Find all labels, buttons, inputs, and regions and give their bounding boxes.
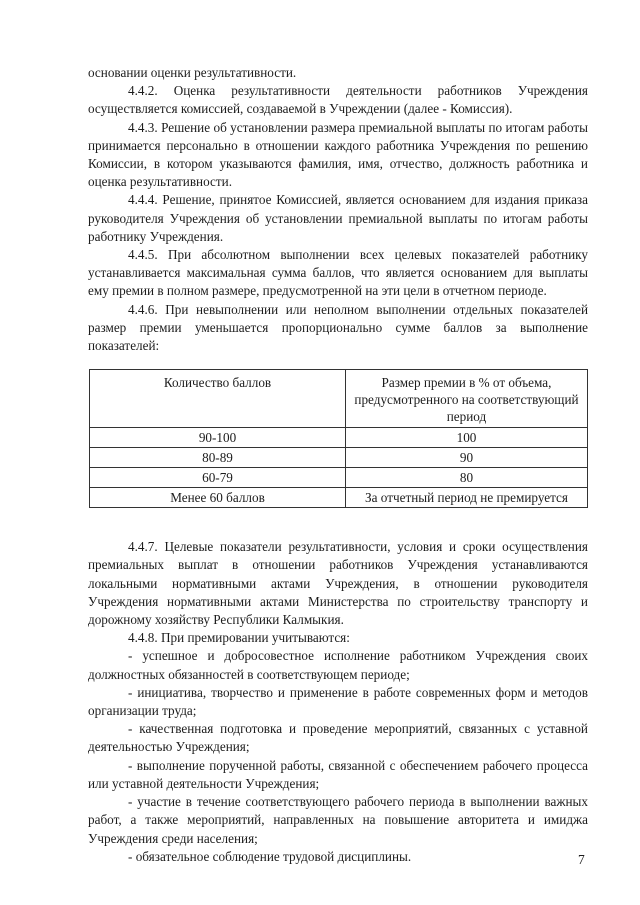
header-score-count: Количество баллов (90, 370, 346, 428)
document-body (88, 64, 588, 866)
paragraph-4-4-7: 4.4.7. Целевые показатели результативности, условия и сроки осуществления премиальных выплат в отношении работников Учреждения устанавливаются локальными нормативными актами Учреждения, в отношении руководителя Учреждения нормативными актами Министерства по строительству транспорту и дорожному хозяйству Республики Калмыкия. (88, 539, 588, 628)
paragraph-continuation: основании оценки результативности. (88, 65, 297, 80)
list-item: - инициатива, творчество и применение в работе современных форм и методов организации труда; (88, 684, 588, 719)
paragraph-4-4-4: 4.4.4. Решение, принятое Комиссией, является основанием для издания приказа руководителя Учреждения об установлении премиальной выплаты по итогам работы работнику Учреждения. (88, 192, 588, 244)
paragraph-4-4-6: 4.4.6. При невыполнении или неполном выполнении отдельных показателей размер премии уменьшается пропорционально сумме баллов за выполнение показателей: (88, 301, 588, 354)
table-cell-score: Менее 60 баллов (90, 488, 346, 508)
table-row (90, 468, 588, 488)
paragraph-4-4-2: 4.4.2. Оценка результативности деятельности работников Учреждения осуществляется комиссией, создаваемой в Учреждении (далее - Комиссия). (88, 83, 588, 117)
table-cell-percent: 100 (346, 428, 588, 448)
list-item: - обязательное соблюдение трудовой дисциплины. (128, 848, 412, 864)
header-bonus-percent: Размер премии в % от объема, предусмотренного на соответствующий период (346, 370, 588, 428)
list-item: - участие в течение соответствующего рабочего периода в выполнении важных работ, а также мероприятий, направленных на повышение авторитета и имиджа Учреждения среди населения; (88, 794, 588, 846)
table-header-row (90, 370, 588, 428)
table-cell-score: 90-100 (90, 428, 346, 448)
list-item: - выполнение порученной работы, связанной с обеспечением рабочего процесса или уставной деятельности Учреждения; (88, 757, 588, 791)
table-cell-score: 60-79 (90, 468, 346, 488)
table-row (90, 488, 588, 508)
list-item: - успешное и добросовестное исполнение работником Учреждения своих должностных обязанностей в соответствующем периоде; (88, 648, 588, 682)
list-item: - качественная подготовка и проведение мероприятий, связанных с уставной деятельностью Учреждения; (88, 721, 588, 755)
paragraph-4-4-5: 4.4.5. При абсолютном выполнении всех целевых показателей работнику устанавливается максимальная сумма баллов, что является основанием для выплаты ему премии в полном размере, предусмотренной на эти цели в отчетном периоде. (88, 247, 588, 299)
table-cell-score: 80-89 (90, 448, 346, 468)
bonus-rate-table (89, 369, 588, 508)
table-cell-percent: За отчетный период не премируется (346, 488, 588, 508)
table-cell-percent: 80 (346, 468, 588, 488)
table-row (90, 448, 588, 468)
table-row (90, 428, 588, 448)
table-cell-percent: 90 (346, 448, 588, 468)
paragraph-4-4-8: 4.4.8. При премировании учитываются: (128, 630, 350, 646)
page-number: 7 (578, 852, 585, 867)
paragraph-4-4-3: 4.4.3. Решение об установлении размера премиальной выплаты по итогам работы принимается персонально в отношении каждого работника Учреждения по решению Комиссии, в котором указываются фамилия, имя, отчество, должность работника и оценка результативности. (88, 119, 588, 190)
